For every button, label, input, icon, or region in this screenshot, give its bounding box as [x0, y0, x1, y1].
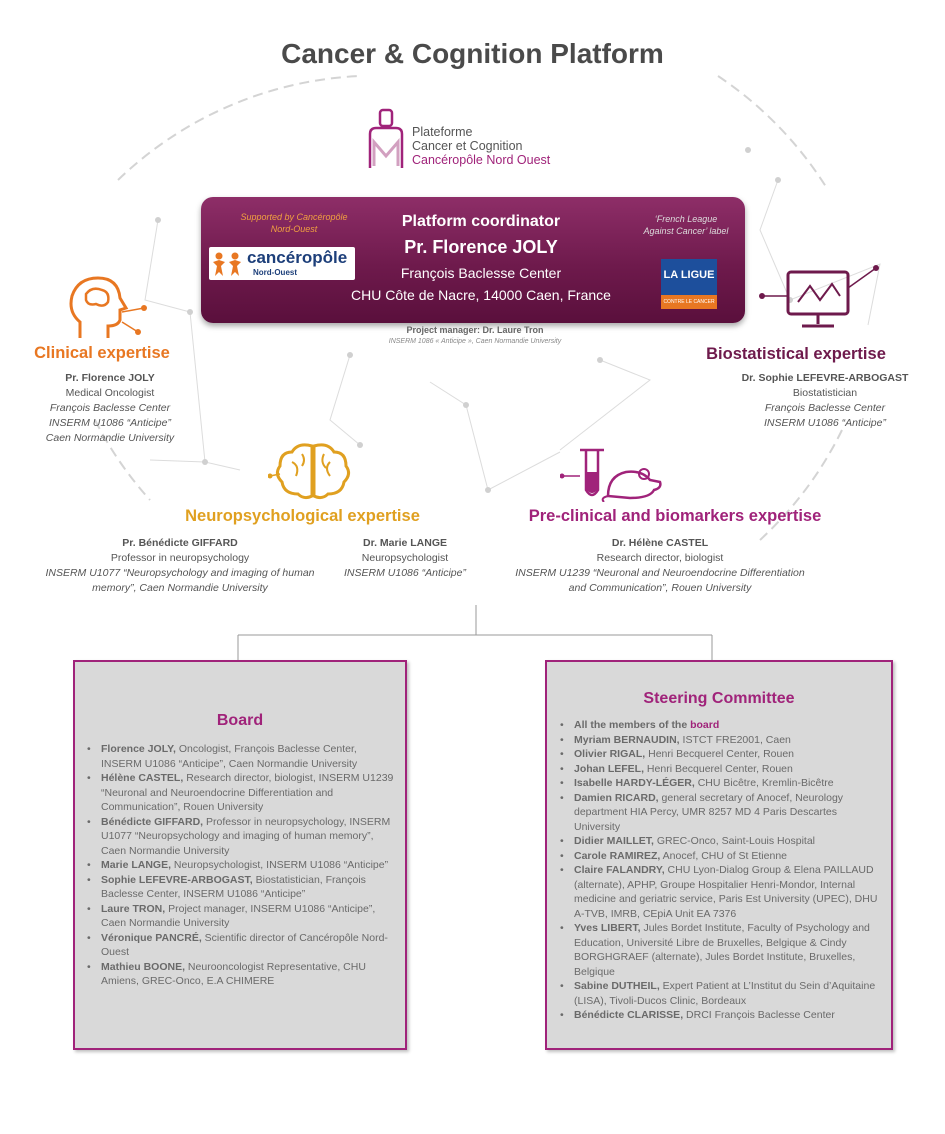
board-member	[87, 873, 399, 902]
canceropole-figures-icon	[211, 250, 245, 278]
bullet-icon: •	[560, 849, 564, 862]
neuro-p2-name: Dr. Marie LANGE	[362, 537, 448, 549]
bullet-icon: •	[560, 762, 564, 775]
bullet-icon: •	[87, 772, 91, 784]
bullet-icon: •	[560, 1009, 564, 1021]
member-name: Hélène CASTEL,	[101, 772, 184, 784]
ligue-label-note: ‘French League Against Cancer’ label	[643, 214, 729, 236]
member-name: Carole RAMIREZ,	[574, 849, 661, 862]
canceropole-logo-text: cancéropôle	[247, 248, 348, 267]
neuro-p2-role: Neuropsychologist	[361, 552, 449, 564]
board-member	[87, 960, 399, 989]
clinical-aff-1: François Baclesse Center	[49, 402, 171, 414]
member-name: Florence JOLY,	[101, 743, 176, 755]
neuropsychological-expertise-title: Neuropsychological expertise	[185, 507, 420, 525]
steering-member	[560, 834, 880, 849]
logo-line-3: Cancéropôle Nord Ouest	[412, 153, 551, 167]
steering-member	[560, 791, 880, 835]
member-name: Damien RICARD,	[574, 791, 659, 804]
platform-logo-icon	[366, 108, 408, 170]
board-title: Board	[216, 712, 264, 729]
bullet-icon: •	[560, 791, 564, 804]
clinical-aff-2: INSERM U1086 “Anticipe”	[49, 417, 171, 429]
member-affiliation: Scientific director of Cancéropôle Nord-Ouest	[101, 931, 388, 958]
steering-member	[560, 762, 880, 777]
ligue-logo-text: LA LIGUE	[663, 269, 715, 281]
neuro-expert-2-info	[330, 536, 480, 581]
steering-member	[560, 776, 880, 791]
member-name: Laure TRON,	[101, 902, 166, 915]
head-brain-icon	[62, 272, 152, 344]
member-name: Sophie LEFEVRE-ARBOGAST,	[101, 873, 253, 886]
bullet-icon: •	[560, 733, 564, 746]
neuro-expert-1-info	[20, 536, 340, 596]
platform-logo-text	[412, 125, 550, 167]
member-affiliation: Expert Patient at L’Institut du Sein d’Aquitaine (LISA), Tivoli-Ducos Clinic, Bordeaux	[574, 980, 876, 1007]
member-affiliation: general secretary of Anocef, Neurology department HIA Percy, UMR 8257 MD 4 Paris Descartes University	[574, 791, 844, 833]
coordinator-box	[201, 197, 745, 323]
biostatistical-expertise-title: Biostatistical expertise	[706, 345, 886, 363]
steering-member	[560, 747, 880, 762]
bullet-icon: •	[560, 719, 564, 731]
member-affiliation: board	[690, 719, 720, 731]
member-affiliation: Jules Bordet Institute, Faculty of Psychology and Education, Université Libre de Bruxelles, Belgique & Cindy BORGHGRAEF (alternate), Jules Bordet Institute, Bruxelles, Belgique	[574, 922, 870, 978]
member-name: Mathieu BOONE,	[101, 960, 186, 973]
member-affiliation: Project manager, INSERM U1086 “Anticipe”, Caen Normandie University	[101, 902, 376, 929]
biostat-aff-2: INSERM U1086 “Anticipe”	[764, 417, 886, 429]
bullet-icon: •	[87, 873, 91, 886]
bullet-icon: •	[560, 835, 564, 847]
board-member	[87, 742, 399, 771]
clinical-role: Medical Oncologist	[65, 387, 155, 399]
member-name: Véronique PANCRÉ,	[101, 931, 202, 944]
steering-member	[560, 1008, 880, 1023]
neuro-p1-aff-1: INSERM U1077 “Neuropsychology and imaging of human	[45, 567, 315, 579]
member-name: Olivier RIGAL,	[574, 748, 646, 760]
bullet-icon: •	[87, 815, 91, 828]
coordinator-center: François Baclesse Center	[400, 265, 562, 281]
steering-member	[560, 921, 880, 979]
steering-member	[560, 718, 880, 733]
neuro-p1-aff-2: memory”, Caen Normandie University	[92, 582, 268, 594]
bullet-icon: •	[87, 743, 91, 755]
member-affiliation: ISTCT FRE2001, Caen	[679, 733, 791, 746]
clinical-aff-3: Caen Normandie University	[45, 432, 175, 444]
test-tube-mouse-icon	[560, 446, 670, 502]
member-affiliation: Biostatistician, François Baclesse Center, INSERM U1086 “Anticipe”	[101, 873, 366, 900]
steering-member	[560, 849, 880, 864]
board-member	[87, 902, 399, 931]
member-name: Bénédicte GIFFARD,	[101, 815, 204, 828]
member-name: Sabine DUTHEIL,	[574, 980, 660, 992]
member-name: Marie LANGE,	[101, 859, 172, 871]
member-name: Yves LIBERT,	[574, 922, 641, 934]
canceropole-logo-sub: Nord-Ouest	[253, 268, 297, 277]
clinical-name: Pr. Florence JOLY	[65, 372, 155, 384]
board-member	[87, 815, 399, 859]
project-manager: Project manager: Dr. Laure Tron	[406, 325, 544, 335]
neuro-p2-aff-1: INSERM U1086 “Anticipe”	[344, 567, 466, 579]
member-affiliation: Research director, biologist, INSERM U1239 “Neuronal and Neuroendocrine Differentiation and Communication”, Rouen University	[101, 772, 394, 813]
biostat-name: Dr. Sophie LEFEVRE-ARBOGAST	[741, 372, 909, 384]
member-affiliation: Oncologist, François Baclesse Center, INSERM U1086 “Anticipe”, Caen Normandie University	[101, 743, 358, 770]
board-member	[87, 771, 399, 815]
bullet-icon: •	[87, 960, 91, 973]
member-affiliation: Anocef, CHU of St Etienne	[660, 849, 787, 862]
member-affiliation: Henri Becquerel Center, Rouen	[644, 762, 793, 775]
member-affiliation: CHU Bicêtre, Kremlin-Bicêtre	[694, 777, 834, 789]
bullet-icon: •	[560, 980, 564, 992]
board-panel	[73, 660, 407, 1050]
bullet-icon: •	[560, 922, 564, 934]
member-name: All the members of the	[574, 719, 691, 731]
steering-committee-title: Steering Committee	[643, 690, 795, 707]
steering-member	[560, 979, 880, 1008]
preclinical-expertise-title: Pre-clinical and biomarkers expertise	[528, 507, 822, 525]
bullet-icon: •	[560, 777, 564, 789]
page-title: Cancer & Cognition Platform	[281, 38, 664, 69]
steering-member	[560, 863, 880, 921]
member-affiliation: Neuropsychologist, INSERM U1086 “Anticipe”	[171, 859, 389, 871]
project-manager-affiliation: INSERM 1086 « Anticipe », Caen Normandie University	[388, 338, 562, 345]
bullet-icon: •	[560, 748, 564, 760]
member-affiliation: GREC-Onco, Saint-Louis Hospital	[653, 835, 815, 847]
logo-line-2: Cancer et Cognition	[412, 139, 523, 153]
steering-list	[560, 718, 880, 1023]
bullet-icon: •	[87, 902, 91, 915]
la-ligue-logo	[661, 259, 717, 309]
member-affiliation: DRCI François Baclesse Center	[683, 1009, 835, 1021]
brain-icon	[268, 440, 358, 502]
clinical-expert-info	[10, 371, 210, 446]
neuro-p1-name: Pr. Bénédicte GIFFARD	[122, 537, 238, 549]
biostat-expert-info	[720, 371, 930, 431]
preclinical-aff-2: and Communication”, Rouen University	[568, 582, 752, 594]
member-name: Bénédicte CLARISSE,	[574, 1009, 684, 1021]
biostat-aff-1: François Baclesse Center	[764, 402, 886, 414]
biostat-role: Biostatistician	[792, 387, 858, 399]
steering-committee-panel	[545, 660, 893, 1050]
preclinical-aff-1: INSERM U1239 “Neuronal and Neuroendocrine Differentiation	[515, 567, 805, 579]
bullet-icon: •	[560, 864, 564, 876]
logo-line-1: Plateforme	[412, 125, 473, 139]
board-list	[87, 742, 399, 989]
member-affiliation: Neurooncologist Representative, CHU Amiens, GREC-Onco, E.A CHIMERE	[101, 960, 366, 987]
coordinator-heading: Platform coordinator	[401, 213, 561, 230]
preclinical-role: Research director, biologist	[596, 552, 724, 564]
neuro-p1-role: Professor in neuropsychology	[110, 552, 250, 564]
coordinator-name: Pr. Florence JOLY	[404, 237, 558, 257]
monitor-chart-icon	[758, 262, 883, 334]
ligue-logo-sub: CONTRE LE CANCER	[661, 295, 717, 309]
member-affiliation: Henri Becquerel Center, Rouen	[645, 748, 795, 760]
member-name: Isabelle HARDY-LÉGER,	[574, 777, 695, 789]
preclinical-name: Dr. Hélène CASTEL	[611, 537, 709, 549]
member-affiliation: Professor in neuropsychology, INSERM U1077 “Neuropsychology and imaging of human memory”, Caen Normandie University	[101, 815, 391, 857]
member-name: Claire FALANDRY,	[574, 864, 665, 876]
member-name: Didier MAILLET,	[574, 835, 654, 847]
member-name: Myriam BERNAUDIN,	[574, 733, 680, 746]
board-member	[87, 931, 399, 960]
bullet-icon: •	[87, 859, 91, 871]
supported-by-note: Supported by Cancéropôle Nord-Ouest	[240, 212, 348, 234]
clinical-expertise-title: Clinical expertise	[34, 344, 170, 362]
preclinical-expert-info	[470, 536, 850, 596]
coordinator-address: CHU Côte de Nacre, 14000 Caen, France	[351, 287, 611, 303]
board-member	[87, 858, 399, 873]
member-name: Johan LEFEL,	[574, 762, 645, 775]
steering-member	[560, 733, 880, 748]
member-affiliation: CHU Lyon-Dialog Group & Elena PAILLAUD (alternate), APHP, Groupe Hospitalier Henri-Mondor, Internal medicine and geriatric service, Paris Est University (UPEC), DHU A-TVB, IMRB, CEpiA Unit EA 7376	[574, 864, 878, 920]
bullet-icon: •	[87, 931, 91, 944]
